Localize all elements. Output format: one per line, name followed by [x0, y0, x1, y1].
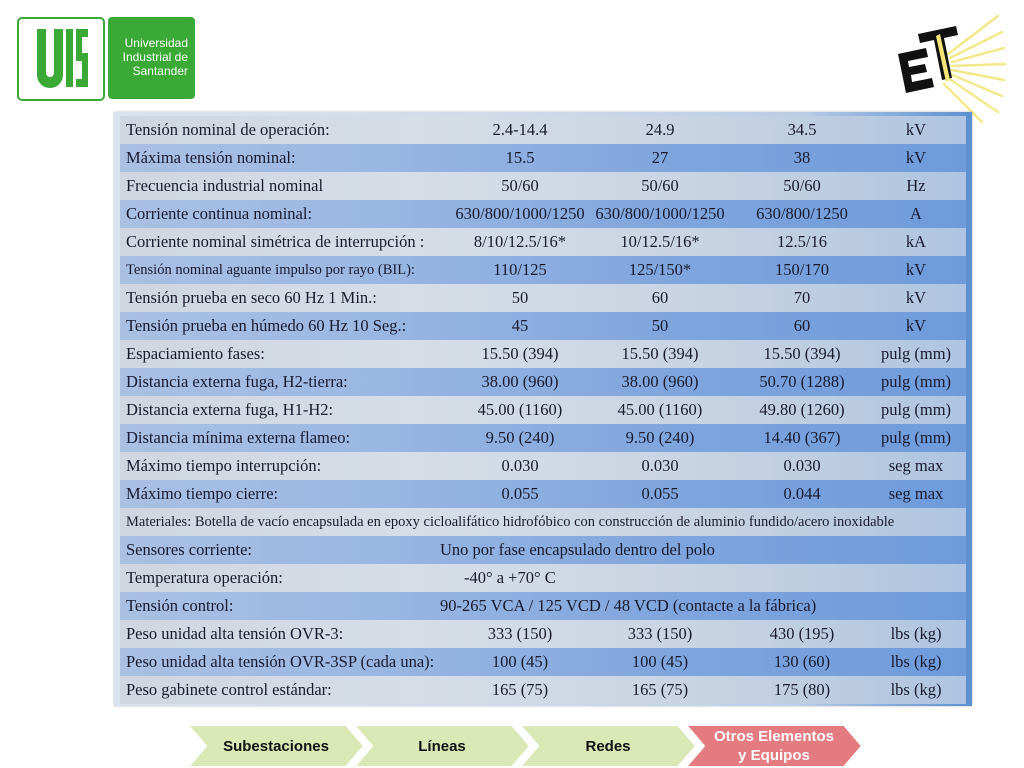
value-1: 110/125 — [493, 260, 547, 279]
value-3: 150/170 — [774, 260, 830, 279]
value-2: 10/12.5/16* — [620, 232, 700, 251]
row-label: Peso unidad alta tensión OVR-3: — [126, 624, 344, 643]
unit: pulg (mm) — [880, 344, 952, 363]
uis-logo — [17, 17, 195, 99]
value-2: 15.50 (394) — [621, 344, 699, 363]
unit: lbs (kg) — [890, 624, 942, 643]
unit: Hz — [906, 176, 926, 195]
temperature-value: -40° a +70° C — [464, 568, 556, 587]
value-2: 0.030 — [641, 456, 679, 475]
value-1: 630/800/1000/1250 — [455, 204, 585, 223]
unit: pulg (mm) — [880, 428, 952, 447]
row-label: Peso gabinete control estándar: — [126, 680, 332, 699]
unit: kV — [905, 148, 927, 167]
value-2: 630/800/1000/1250 — [595, 204, 725, 223]
table-row — [120, 256, 966, 284]
materials-text: Materiales: Botella de vacío encapsulada en epoxy cicloalifático hidrofóbico con construcción de aluminio fundido/acero inoxidable — [126, 514, 895, 530]
value-3: 34.5 — [787, 120, 817, 139]
value-3: 15.50 (394) — [763, 344, 841, 363]
value-3: 50/60 — [783, 176, 821, 195]
row-label: Corriente nominal simétrica de interrupción : — [126, 232, 425, 251]
table-row — [120, 424, 966, 452]
value-2: 27 — [651, 148, 669, 167]
control-voltage-value: 90-265 VCA / 125 VCD / 48 VCD (contacte a la fábrica) — [440, 596, 817, 615]
value-3: 130 (60) — [773, 652, 831, 671]
value-3: 630/800/1250 — [756, 204, 848, 223]
uis-name-line: Santander — [132, 64, 188, 78]
value-3: 50.70 (1288) — [759, 372, 845, 391]
value-1: 2.4-14.4 — [492, 120, 548, 139]
uis-name-line: Industrial de — [122, 50, 188, 64]
unit: A — [910, 204, 922, 223]
value-3: 12.5/16 — [777, 232, 827, 251]
table-row — [120, 368, 966, 396]
uis-letters-icon — [33, 27, 89, 89]
table-row — [120, 144, 966, 172]
value-2: 165 (75) — [631, 680, 689, 699]
table-row — [120, 312, 966, 340]
nav-label-line: y Equipos — [738, 747, 810, 764]
value-3: 175 (80) — [773, 680, 831, 699]
et-logo — [878, 14, 1006, 124]
value-3: 60 — [793, 316, 811, 335]
temperature-row — [120, 564, 966, 592]
value-3: 0.044 — [783, 484, 821, 503]
value-1: 333 (150) — [487, 624, 553, 643]
unit: lbs (kg) — [890, 652, 942, 671]
value-2: 50 — [651, 316, 669, 335]
table-row — [120, 396, 966, 424]
sensors-value: Uno por fase encapsulado dentro del polo — [440, 540, 715, 559]
unit: kA — [905, 232, 927, 251]
unit: seg max — [888, 484, 944, 503]
unit: kV — [905, 288, 927, 307]
value-3: 49.80 (1260) — [759, 400, 845, 419]
value-2: 50/60 — [641, 176, 679, 195]
value-3: 38 — [793, 148, 811, 167]
row-label: Tensión nominal aguante impulso por rayo (BIL): — [126, 262, 415, 278]
value-1: 8/10/12.5/16* — [473, 232, 567, 251]
row-label: Distancia mínima externa flameo: — [126, 428, 351, 447]
value-1: 38.00 (960) — [481, 372, 559, 391]
table-row — [120, 200, 966, 228]
table-row — [120, 340, 966, 368]
value-2: 333 (150) — [627, 624, 693, 643]
value-1: 0.030 — [501, 456, 539, 475]
nav-label-line: Otros Elementos — [713, 728, 835, 745]
value-2: 9.50 (240) — [625, 428, 695, 447]
row-label: Tensión prueba en húmedo 60 Hz 10 Seg.: — [126, 316, 407, 335]
nav-redes[interactable]: Redes — [585, 737, 631, 755]
nav-lineas[interactable]: Líneas — [418, 737, 466, 755]
table-row — [120, 172, 966, 200]
value-2: 100 (45) — [631, 652, 689, 671]
value-3: 14.40 (367) — [763, 428, 841, 447]
value-2: 38.00 (960) — [621, 372, 699, 391]
value-1: 0.055 — [501, 484, 539, 503]
row-label: Máxima tensión nominal: — [126, 148, 296, 167]
table-row — [120, 116, 966, 144]
spec-table — [114, 112, 972, 706]
row-label: Máximo tiempo cierre: — [126, 484, 279, 503]
unit: kV — [905, 316, 927, 335]
nav-subestaciones[interactable]: Subestaciones — [223, 737, 329, 755]
row-label: Tensión control: — [126, 596, 234, 615]
table-row — [120, 480, 966, 508]
uis-name-line: Universidad — [124, 36, 188, 50]
value-1: 50/60 — [501, 176, 539, 195]
uis-logo-name — [108, 17, 195, 99]
unit: kV — [905, 120, 927, 139]
value-3: 0.030 — [783, 456, 821, 475]
row-label: Frecuencia industrial nominal — [126, 176, 324, 195]
row-label: Corriente continua nominal: — [126, 204, 313, 223]
row-label: Tensión prueba en seco 60 Hz 1 Min.: — [126, 288, 377, 307]
value-1: 100 (45) — [491, 652, 549, 671]
value-1: 50 — [511, 288, 529, 307]
value-2: 24.9 — [645, 120, 675, 139]
table-row — [120, 452, 966, 480]
table-row — [120, 228, 966, 256]
et-lightbulb-icon — [878, 14, 1006, 124]
row-label: Distancia externa fuga, H2-tierra: — [126, 372, 348, 391]
materials-row — [120, 508, 966, 536]
table-row — [120, 648, 966, 676]
row-label: Máximo tiempo interrupción: — [126, 456, 322, 475]
value-1: 15.5 — [505, 148, 535, 167]
value-1: 45.00 (1160) — [477, 400, 563, 419]
value-1: 165 (75) — [491, 680, 549, 699]
row-label: Espaciamiento fases: — [126, 344, 265, 363]
unit: kV — [905, 260, 927, 279]
row-label: Tensión nominal de operación: — [126, 120, 330, 139]
table-row — [120, 284, 966, 312]
section-nav — [186, 724, 866, 768]
table-row — [120, 620, 966, 648]
row-label: Sensores corriente: — [126, 540, 252, 559]
value-2: 125/150* — [628, 260, 692, 279]
unit: seg max — [888, 456, 944, 475]
unit: pulg (mm) — [880, 400, 952, 419]
value-1: 45 — [511, 316, 529, 335]
row-label: Peso unidad alta tensión OVR-3SP (cada una): — [126, 652, 435, 671]
value-3: 70 — [793, 288, 811, 307]
value-1: 9.50 (240) — [485, 428, 555, 447]
value-2: 60 — [651, 288, 669, 307]
sensors-row — [120, 536, 966, 564]
unit: lbs (kg) — [890, 680, 942, 699]
value-1: 15.50 (394) — [481, 344, 559, 363]
value-2: 45.00 (1160) — [617, 400, 703, 419]
row-label: Temperatura operación: — [126, 568, 283, 587]
spec-rows — [120, 116, 966, 704]
control-voltage-row — [120, 592, 966, 620]
table-row — [120, 676, 966, 704]
nav-otros-elementos[interactable] — [704, 724, 844, 768]
unit: pulg (mm) — [880, 372, 952, 391]
row-label: Distancia externa fuga, H1-H2: — [126, 400, 334, 419]
value-3: 430 (195) — [769, 624, 835, 643]
uis-logo-mark — [17, 17, 105, 101]
value-2: 0.055 — [641, 484, 679, 503]
